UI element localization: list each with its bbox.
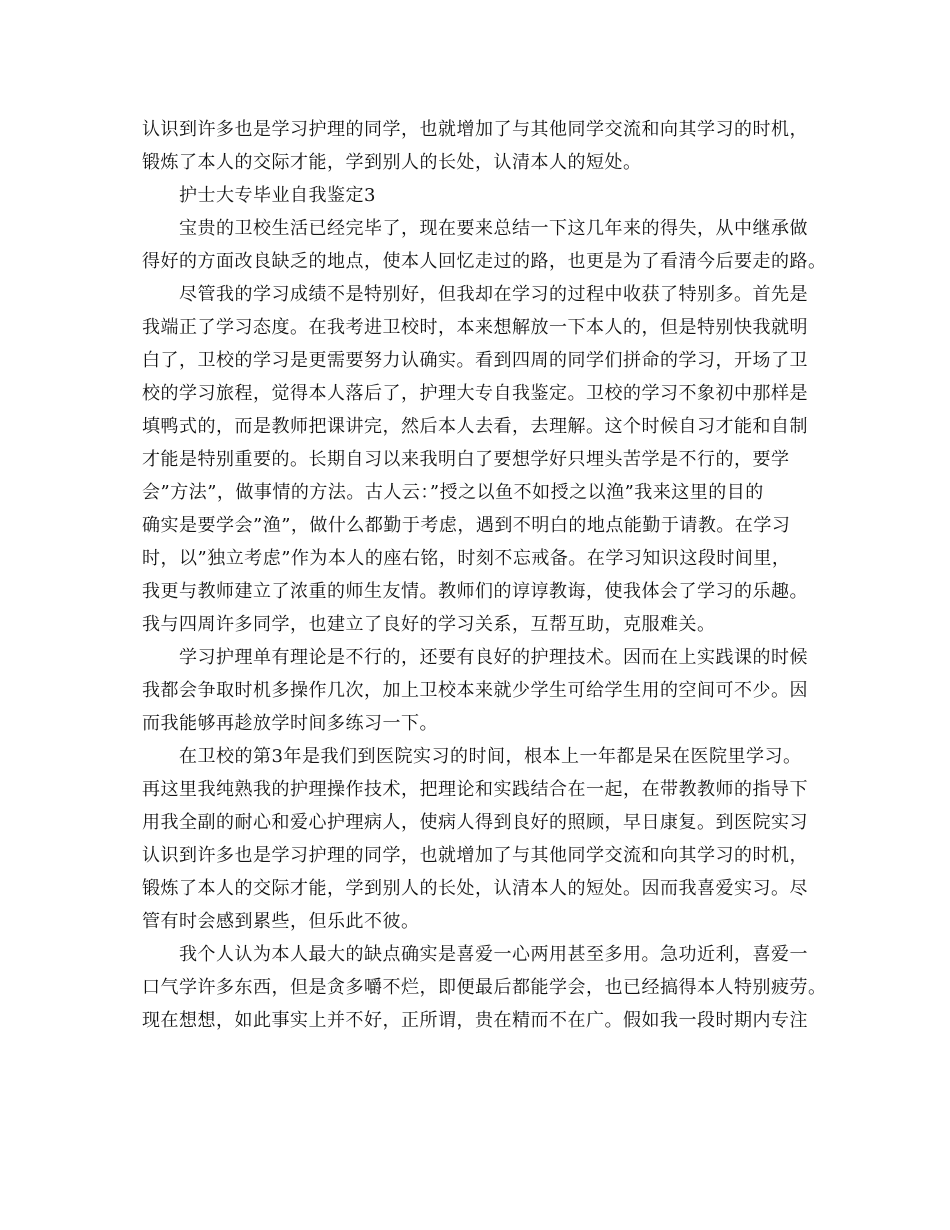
text-line: 口气学许多东西，但是贪多嚼不烂，即便最后都能学会，也已经搞得本人特别疲劳。 <box>142 977 827 998</box>
text-line: 认识到许多也是学习护理的同学，也就增加了与其他同学交流和向其学习的时机， <box>142 119 808 140</box>
text-line: 得好的方面改良缺乏的地点，使本人回忆走过的路，也更是为了看清今后要走的路。 <box>142 251 827 272</box>
text-line: 我与四周许多同学，也建立了良好的学习关系，互帮互助，克服难关。 <box>142 614 716 635</box>
text-line: 白了，卫校的学习是更需要努力认确实。看到四周的同学们拼命的学习，开场了卫 <box>142 350 808 371</box>
text-line: 我更与教师建立了浓重的师生友情。教师们的谆谆教诲，使我体会了学习的乐趣。 <box>142 581 808 602</box>
text-line: 锻炼了本人的交际才能，学到别人的长处，认清本人的短处。 <box>142 152 642 173</box>
text-line: 锻炼了本人的交际才能，学到别人的长处，认清本人的短处。因而我喜爱实习。尽 <box>142 878 808 899</box>
text-line: 才能是特别重要的。长期自习以来我明白了要想学好只埋头苦学是不行的，要学 <box>142 449 790 470</box>
text-line: 校的学习旅程，觉得本人落后了，护理大专自我鉴定。卫校的学习不象初中那样是 <box>142 383 808 404</box>
text-line: 而我能够再趁放学时间多练习一下。 <box>142 713 438 734</box>
text-line: 尽管我的学习成绩不是特别好，但我却在学习的过程中收获了特别多。首先是 <box>142 284 808 305</box>
text-line: 在卫校的第3年是我们到医院实习的时间，根本上一年都是呆在医院里学习。 <box>142 746 802 767</box>
text-line: 我个人认为本人最大的缺点确实是喜爱一心两用甚至多用。急功近利，喜爱一 <box>142 944 808 965</box>
text-line: 用我全副的耐心和爱心护理病人，使病人得到良好的照顾，早日康复。到医院实习 <box>142 812 808 833</box>
text-line: 宝贵的卫校生活已经完毕了，现在要来总结一下这几年来的得失，从中继承做 <box>142 218 808 239</box>
text-line: 填鸭式的，而是教师把课讲完，然后本人去看，去理解。这个时候自习才能和自制 <box>142 416 808 437</box>
text-line: 我都会争取时机多操作几次，加上卫校本来就少学生可给学生用的空间可不少。因 <box>142 680 808 701</box>
document-body <box>142 113 827 1037</box>
text-line: 再这里我纯熟我的护理操作技术，把理论和实践结合在一起，在带教教师的指导下 <box>142 779 808 800</box>
text-line: 现在想想，如此事实上并不好，正所谓，贵在精而不在广。假如我一段时期内专注 <box>142 1010 808 1031</box>
text-line: 时，以”独立考虑”作为本人的座右铭，时刻不忘戒备。在学习知识这段时间里， <box>142 548 791 569</box>
text-line: 我端正了学习态度。在我考进卫校时，本来想解放一下本人的，但是特别快我就明 <box>142 317 808 338</box>
text-line: 会”方法”，做事情的方法。古人云：”授之以鱼不如授之以渔”我来这里的目的 <box>142 482 764 503</box>
text-line: 学习护理单有理论是不行的，还要有良好的护理技术。因而在上实践课的时候 <box>142 647 808 668</box>
text-line: 认识到许多也是学习护理的同学，也就增加了与其他同学交流和向其学习的时机， <box>142 845 808 866</box>
text-line: 管有时会感到累些，但乐此不彼。 <box>142 911 420 932</box>
text-line: 确实是要学会”渔”，做什么都勤于考虑，遇到不明白的地点能勤于请教。在学习 <box>142 515 791 536</box>
section-heading: 护士大专毕业自我鉴定3 <box>142 185 376 206</box>
